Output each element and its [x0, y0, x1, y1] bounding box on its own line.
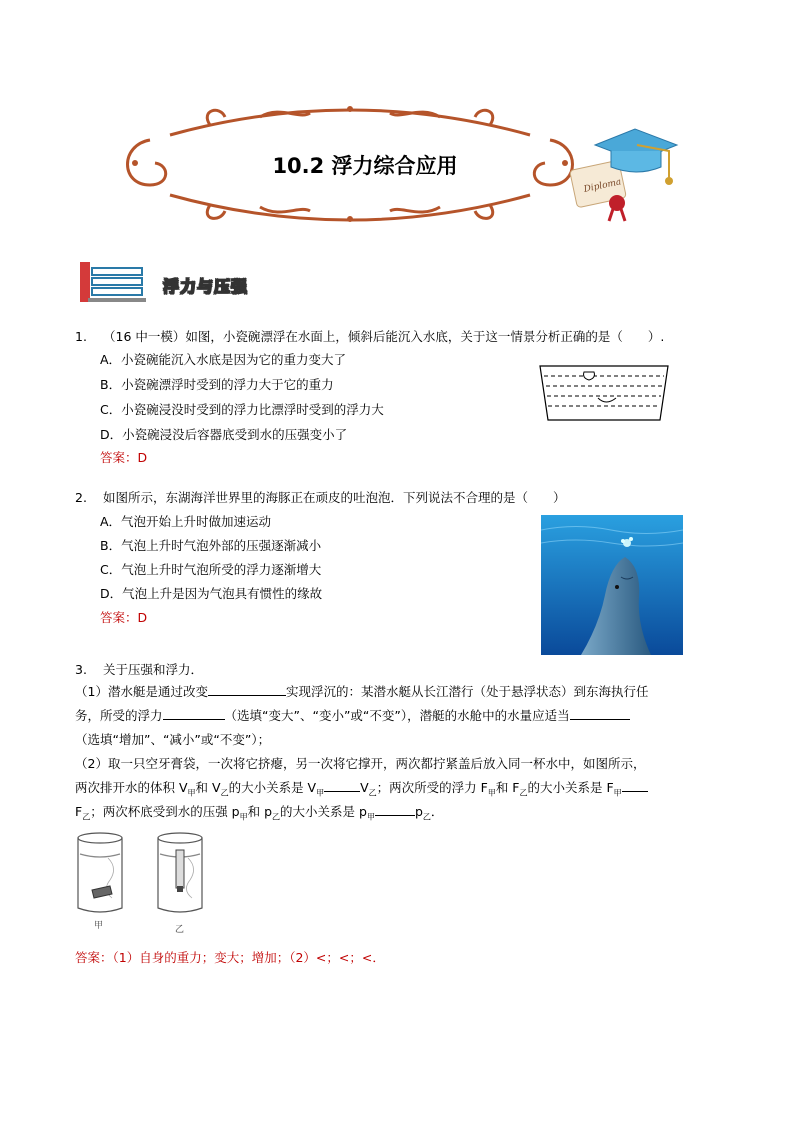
bowl-in-water-figure: [538, 362, 670, 424]
answer-blank[interactable]: [375, 802, 415, 816]
subscript: 乙: [422, 812, 431, 822]
books-icon: [78, 258, 150, 304]
q3-line-1: [75, 682, 648, 702]
q3-text: 的大小关系是 F: [527, 780, 614, 795]
q1-option-c: C．小瓷碗浸没时受到的浮力比漂浮时受到的浮力大: [100, 402, 384, 417]
question-number: 1.: [75, 329, 87, 344]
question-3-stem: [75, 660, 203, 680]
q3-text: 和 V: [195, 780, 221, 795]
question-1-stem: [75, 327, 664, 347]
q2-option-b: B．气泡上升时气泡外部的压强逐渐减小: [100, 538, 322, 553]
q1-answer: 答案：D: [100, 450, 148, 465]
answer-blank[interactable]: [208, 682, 286, 696]
subscript: 甲: [239, 812, 248, 822]
q2-option-d: D．气泡上升是因为气泡具有惯性的缘故: [100, 586, 323, 601]
beakers-figure: [70, 828, 220, 936]
q3-text: 的大小关系是 V: [228, 780, 317, 795]
q1-option-b: B．小瓷碗漂浮时受到的浮力大于它的重力: [100, 377, 334, 392]
q3-text: p: [414, 804, 423, 819]
beaker-label-jia: 甲: [94, 921, 104, 931]
subscript: 甲: [366, 812, 375, 822]
subscript: 甲: [613, 788, 622, 798]
question-number: 3.: [75, 662, 87, 677]
q3-text: 务，所受的浮力: [75, 708, 163, 723]
q2-option-a: A．气泡开始上升时做加速运动: [100, 514, 272, 529]
q2-answer: 答案：D: [100, 610, 148, 625]
section-title: 浮力与压强: [163, 277, 249, 296]
subscript: 甲: [187, 788, 196, 798]
q3-text: 两次排开水的体积 V: [75, 780, 188, 795]
q3-line-5: [75, 778, 648, 804]
answer-blank[interactable]: [570, 706, 630, 720]
q3-line-2: [75, 706, 630, 726]
page-title: 10.2 浮力综合应用: [272, 154, 458, 178]
beaker-label-yi: 乙: [175, 925, 185, 935]
q3-text: （1）潜水艇是通过改变: [75, 684, 208, 699]
dolphin-photo: [541, 515, 683, 655]
q3-text: F: [75, 804, 83, 819]
question-text: （16 中一模）如图，小瓷碗漂浮在水面上，倾斜后能沉入水底，关于这一情景分析正确的是（ ）.: [103, 329, 665, 344]
graduation-cap-icon: [565, 115, 685, 225]
subscript: 乙: [220, 788, 229, 798]
q3-text: 的大小关系是 p: [280, 804, 367, 819]
question-2-stem: [75, 488, 566, 508]
q3-text: 和 p: [247, 804, 273, 819]
q3-text: （选填“变大”、“变小”或“不变”），潜艇的水舱中的水量应适当: [224, 708, 570, 723]
q3-text: 实现浮沉的：某潜水艇从长江潜行（处于悬浮状态）到东海执行任: [285, 684, 649, 699]
question-text: 关于压强和浮力．: [103, 662, 204, 677]
subscript: 乙: [272, 812, 281, 822]
q1-option-d: D．小瓷碗浸没后容器底受到水的压强变小了: [100, 427, 348, 442]
subscript: 乙: [519, 788, 528, 798]
q3-text: 和 F: [495, 780, 520, 795]
q3-text: ；两次杯底受到水的压强 p: [90, 804, 240, 819]
question-text: 如图所示，东湖海洋世界里的海豚正在顽皮的吐泡泡．下列说法不合理的是（ ）: [103, 490, 566, 505]
q3-line-4: （2）取一只空牙膏袋，一次将它挤瘪，另一次将它撑开，两次都拧紧盖后放入同一杯水中，如图所示，: [75, 756, 646, 771]
question-number: 2.: [75, 490, 87, 505]
q3-text: V: [360, 780, 369, 795]
subscript: 甲: [487, 788, 496, 798]
answer-blank[interactable]: [163, 706, 225, 720]
q3-text: ；两次所受的浮力 F: [376, 780, 488, 795]
q2-option-c: C．气泡上升时气泡所受的浮力逐渐增大: [100, 562, 322, 577]
answer-blank[interactable]: [324, 778, 360, 792]
answer-blank[interactable]: [622, 778, 648, 792]
subscript: 乙: [82, 812, 91, 822]
q3-text: ．: [430, 804, 444, 819]
q1-option-a: A．小瓷碗能沉入水底是因为它的重力变大了: [100, 352, 347, 367]
diploma-label: Diploma: [582, 177, 623, 195]
q3-line-6: [75, 802, 443, 828]
subscript: 甲: [316, 788, 325, 798]
subscript: 乙: [368, 788, 377, 798]
q3-line-3: （选填“增加”、“减小”或“不变”）；: [75, 732, 271, 747]
q3-answer: 答案：（1）自身的重力；变大；增加；（2）<；<；<．: [75, 950, 385, 965]
